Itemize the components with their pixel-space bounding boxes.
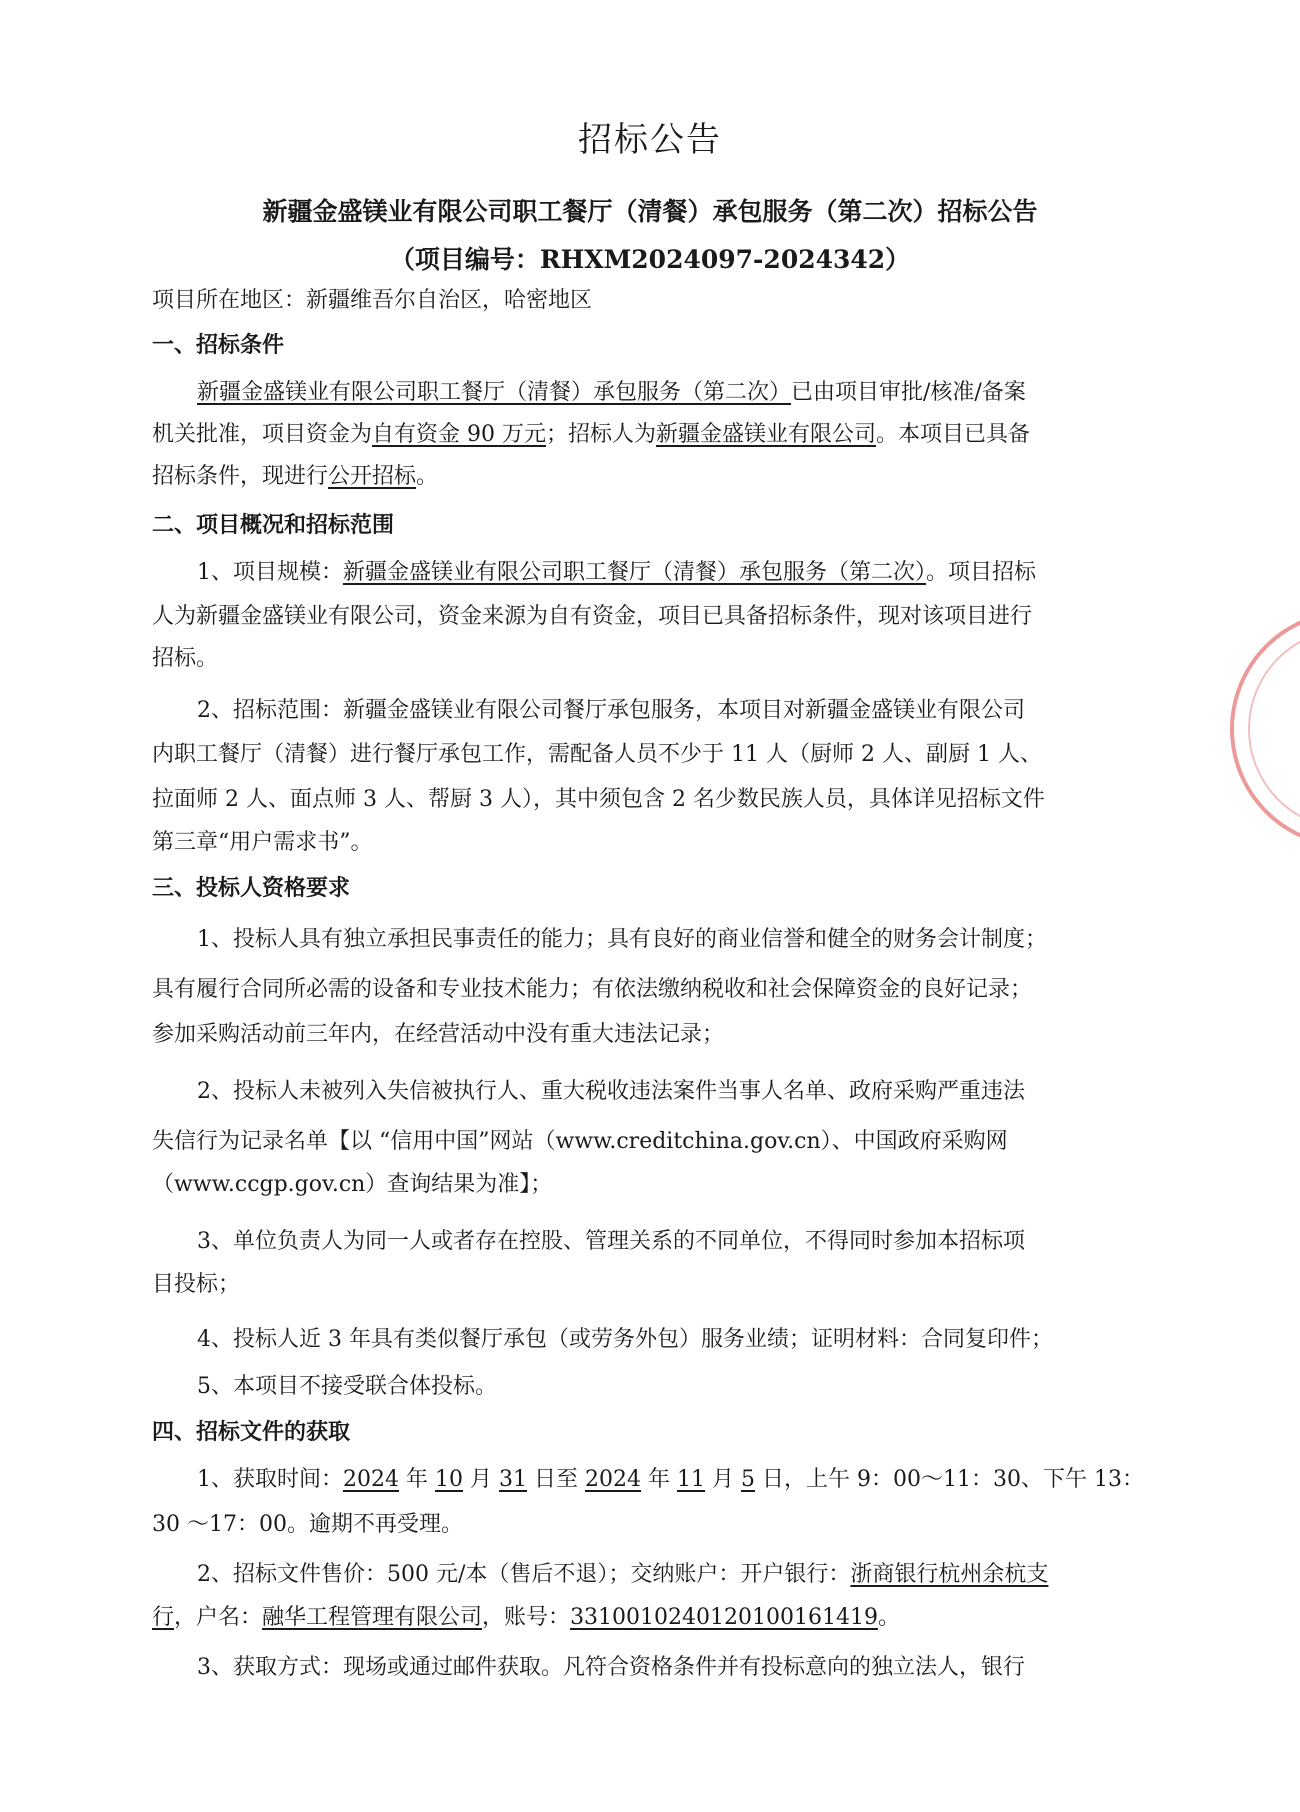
section2-p2-line-2: 内职工餐厅（清餐）进行餐厅承包工作，需配备人员不少于 11 人（厨师 2 人、副厨 1 人、 xyxy=(152,742,1042,767)
section3-p1-line-1: 1、投标人具有独立承担民事责任的能力；具有良好的商业信誉和健全的财务会计制度； xyxy=(197,927,1047,952)
start-month: 10 xyxy=(435,1467,463,1492)
section1-line-2: 机关批准，项目资金为自有资金 90 万元；招标人为新疆金盛镁业有限公司。本项目已具备 xyxy=(152,422,1031,447)
section-heading-2: 二、项目概况和招标范围 xyxy=(152,512,395,538)
section3-p2-line-1: 2、投标人未被列入失信被执行人、重大税收违法案件当事人名单、政府采购严重违法 xyxy=(197,1079,1025,1104)
section3-p4: 4、投标人近 3 年具有类似餐厅承包（或劳务外包）服务业绩；证明材料：合同复印件； xyxy=(197,1327,1053,1352)
section2-p1-line-3: 招标。 xyxy=(152,646,219,671)
section3-p3-line-2: 目投标； xyxy=(152,1272,241,1297)
section-heading-3: 三、投标人资格要求 xyxy=(152,875,351,901)
tenderer-name: 新疆金盛镁业有限公司 xyxy=(656,422,877,447)
section3-p1-line-3: 参加采购活动前三年内，在经营活动中没有重大违法记录； xyxy=(152,1022,725,1047)
section2-p2-line-1: 2、招标范围：新疆金盛镁业有限公司餐厅承包服务，本项目对新疆金盛镁业有限公司 xyxy=(197,698,1025,723)
project-location: 项目所在地区：新疆维吾尔自治区，哈密地区 xyxy=(152,288,593,313)
end-year: 2024 xyxy=(585,1467,641,1492)
project-name-text: 新疆金盛镁业有限公司职工餐厅（清餐）承包服务（第二次） xyxy=(197,380,792,405)
section2-p2-line-3: 拉面师 2 人、面点师 3 人、帮厨 3 人），其中须包含 2 名少数民族人员，具体详见招标文件 xyxy=(152,787,1045,812)
section4-p1-line-2: 30 ～17：00。逾期不再受理。 xyxy=(152,1512,463,1537)
section3-p3-line-1: 3、单位负责人为同一人或者存在控股、管理关系的不同单位，不得同时参加本招标项 xyxy=(197,1229,1025,1254)
section3-p1-line-2: 具有履行合同所必需的设备和专业技术能力；有依法缴纳税收和社会保障资金的良好记录； xyxy=(152,977,1033,1002)
notice-subtitle: 新疆金盛镁业有限公司职工餐厅（清餐）承包服务（第二次）招标公告 xyxy=(262,197,1038,226)
bank-name: 浙商银行杭州余杭支 xyxy=(850,1562,1049,1587)
section1-line-1: 新疆金盛镁业有限公司职工餐厅（清餐）承包服务（第二次）已由项目审批/核准/备案 xyxy=(197,380,1026,405)
end-month: 11 xyxy=(677,1467,705,1492)
section-heading-1: 一、招标条件 xyxy=(152,332,285,358)
section4-p1-line-1: 1、获取时间：2024 年 10 月 31 日至 2024 年 11 月 5 日，上午 9：00～11：30、下午 13： xyxy=(197,1467,1144,1492)
section-heading-4: 四、招标文件的获取 xyxy=(152,1419,351,1445)
bank-name-continued: 行 xyxy=(152,1605,175,1630)
end-day: 5 xyxy=(741,1467,755,1492)
section3-p5: 5、本项目不接受联合体投标。 xyxy=(197,1374,497,1399)
funding-text: 自有资金 90 万元 xyxy=(372,422,546,447)
project-number: （项目编号：RHXM2024097-2024342） xyxy=(389,245,911,274)
section4-p2-line-2: 行，户名：融华工程管理有限公司，账号：3310010240120100161419。 xyxy=(152,1605,901,1630)
section2-p2-line-4: 第三章“用户需求书”。 xyxy=(152,830,373,855)
section3-p2-line-2: 失信行为记录名单【以 “信用中国”网站（www.creditchina.gov.cn）、中国政府采购网 xyxy=(152,1129,1008,1154)
page-title: 招标公告 xyxy=(578,120,722,160)
section4-p3-line-1: 3、获取方式：现场或通过邮件获取。凡符合资格条件并有投标意向的独立法人，银行 xyxy=(197,1655,1025,1680)
seal-stamp-icon xyxy=(1230,610,1300,848)
account-number: 3310010240120100161419 xyxy=(570,1605,878,1630)
section1-line-3: 招标条件，现进行公开招标。 xyxy=(152,464,439,489)
account-name: 融华工程管理有限公司 xyxy=(262,1605,483,1630)
section2-p1-line-2: 人为新疆金盛镁业有限公司，资金来源为自有资金，项目已具备招标条件，现对该项目进行 xyxy=(152,604,1033,629)
section4-p2-line-1: 2、招标文件售价：500 元/本（售后不退）；交纳账户：开户银行：浙商银行杭州余杭支 xyxy=(197,1562,1049,1587)
project-scale-name: 新疆金盛镁业有限公司职工餐厅（清餐）承包服务（第二次） xyxy=(343,560,927,585)
tender-method: 公开招标 xyxy=(328,464,417,489)
seal-inner-ring xyxy=(1248,628,1300,830)
section3-p2-line-3: （www.ccgp.gov.cn）查询结果为准】； xyxy=(152,1172,553,1197)
start-day: 31 xyxy=(499,1467,527,1492)
start-year: 2024 xyxy=(343,1467,399,1492)
section2-p1-line-1: 1、项目规模：新疆金盛镁业有限公司职工餐厅（清餐）承包服务（第二次）。项目招标 xyxy=(197,560,1037,585)
